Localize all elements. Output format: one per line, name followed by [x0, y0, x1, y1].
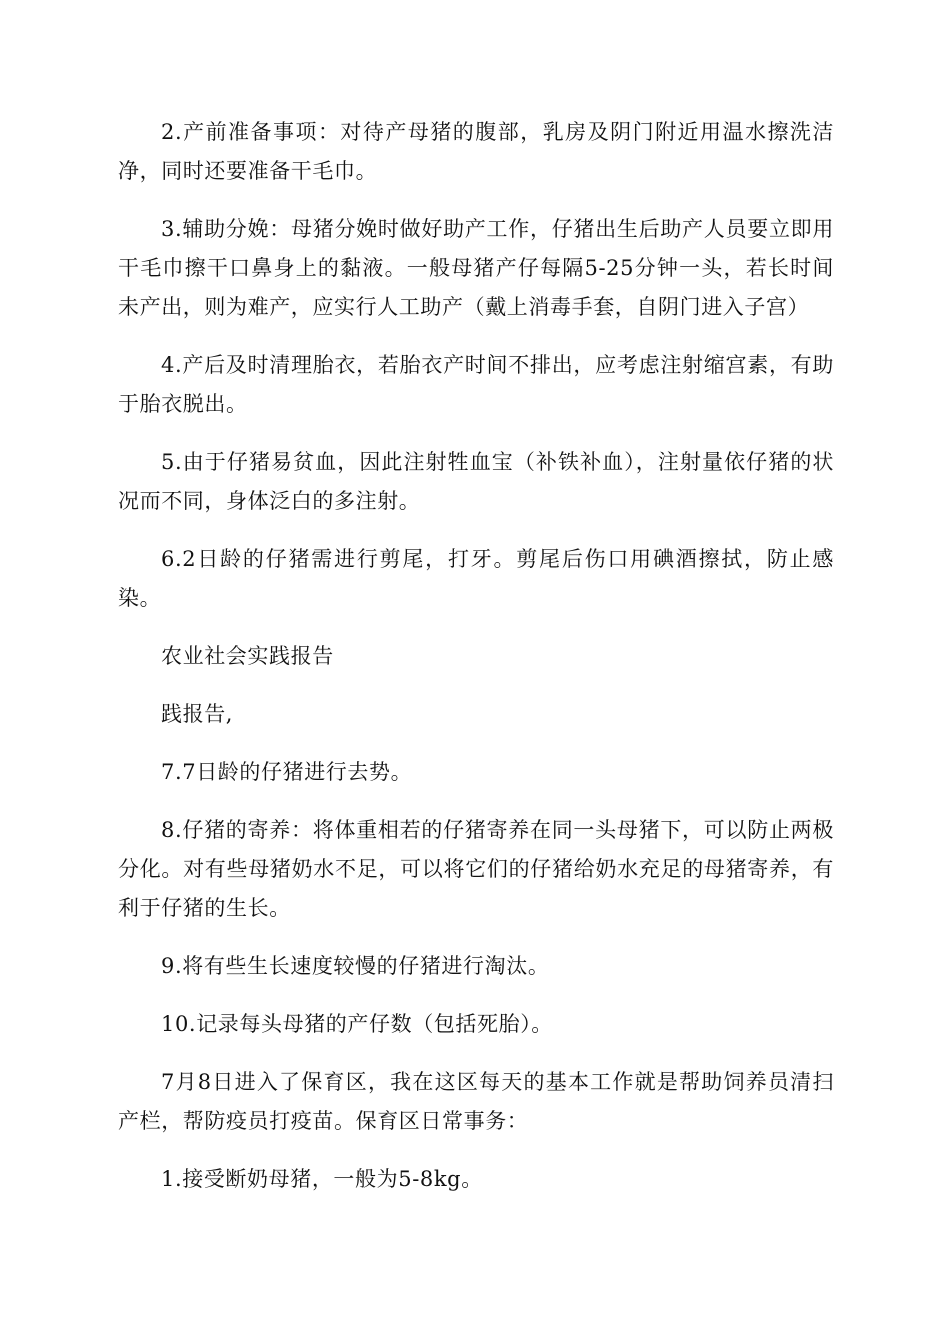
paragraph-litter-record: 10.记录每头母猪的产仔数（包括死胎）。 — [161, 1012, 553, 1036]
paragraph-prepartum-preparation: 2.产前准备事项：对待产母猪的腹部，乳房及阴门附近用温水擦洗洁净，同时还要准备干毛巾。 — [118, 120, 834, 183]
paragraph-placenta-removal: 4.产后及时清理胎衣，若胎衣产时间不排出，应考虑注射缩宫素，有助于胎衣脱出。 — [118, 353, 834, 416]
paragraph-assisted-farrowing: 3.辅助分娩：母猪分娩时做好助产工作，仔猪出生后助产人员要立即用干毛巾擦干口鼻身上的黏液。一般母猪产仔每隔5-25分钟一头，若长时间未产出，则为难产，应实行人工助产（戴上消毒手套，自阴门进入子宫） — [118, 217, 834, 319]
paragraph-castration: 7.7日龄的仔猪进行去势。 — [161, 760, 413, 784]
paragraph-tail-docking: 6.2日龄的仔猪需进行剪尾，打牙。剪尾后伤口用碘酒擦拭，防止感染。 — [118, 547, 834, 610]
paragraph-fostering: 8.仔猪的寄养：将体重相若的仔猪寄养在同一头母猪下，可以防止两极分化。对有些母猪奶水不足，可以将它们的仔猪给奶水充足的母猪寄养，有利于仔猪的生长。 — [118, 818, 834, 920]
document-body — [118, 113, 834, 1218]
paragraph-nursery-area: 7月8日进入了保育区，我在这区每天的基本工作就是帮助饲养员清扫产栏，帮防疫员打疫苗。保育区日常事务： — [118, 1070, 834, 1133]
paragraph-culling: 9.将有些生长速度较慢的仔猪进行淘汰。 — [161, 954, 550, 978]
paragraph-weaned-piglets: 1.接受断奶母猪，一般为5-8kg。 — [161, 1167, 483, 1191]
paragraph-iron-injection: 5.由于仔猪易贫血，因此注射牲血宝（补铁补血），注射量依仔猪的状况而不同，身体泛白的多注射。 — [118, 450, 834, 513]
paragraph-report-fragment: 践报告, — [161, 702, 234, 726]
paragraph-report-title: 农业社会实践报告 — [161, 644, 334, 668]
